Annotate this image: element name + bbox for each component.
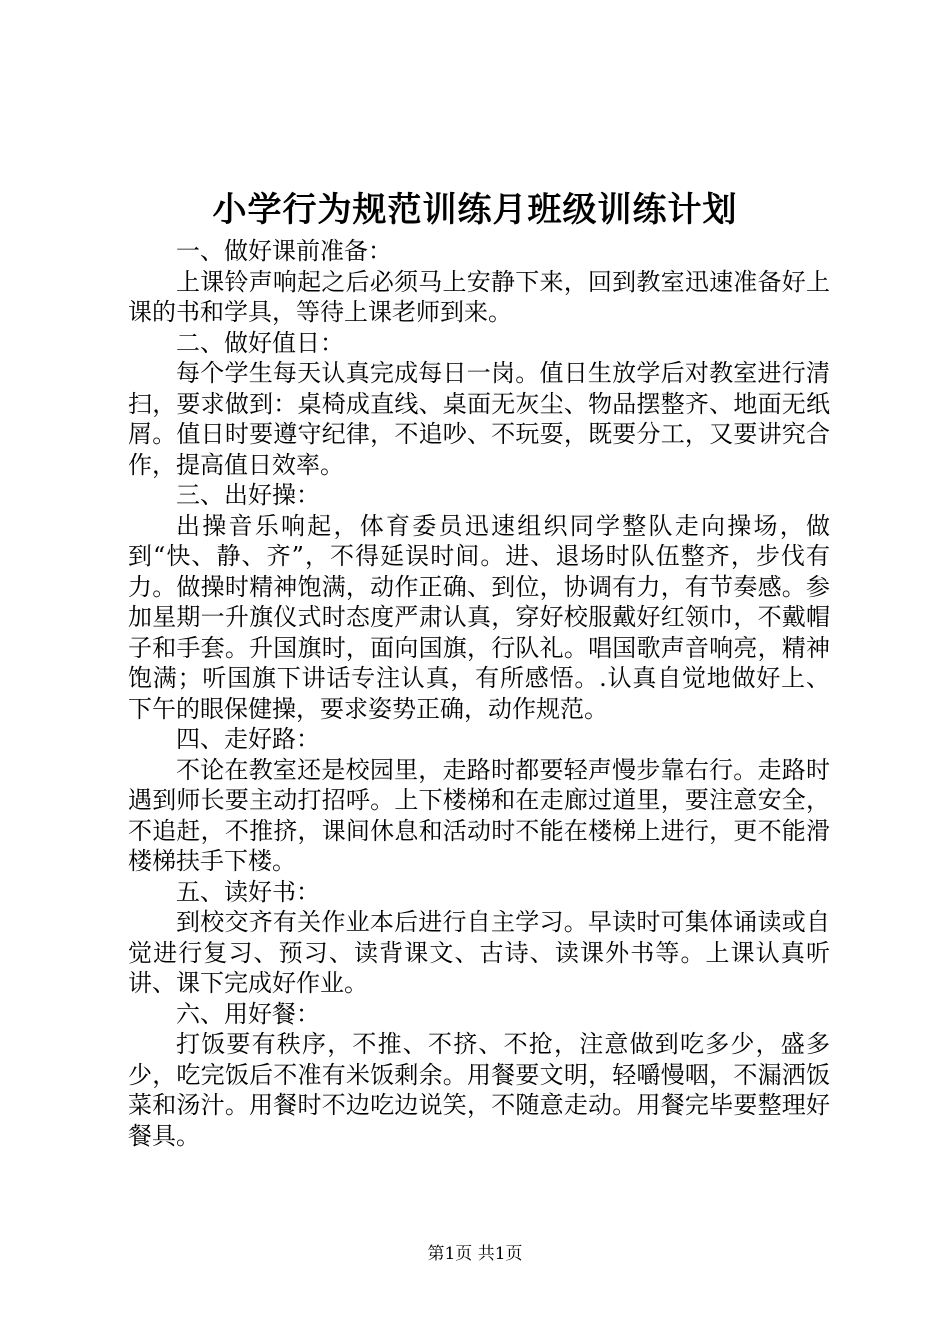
section-paragraph-4: 不论在教室还是校园里，走路时都要轻声慢步靠右行。走路时遇到师长要主动打招呼。上下楼梯和在走廊过道里，要注意安全，不追赶，不推挤，课间休息和活动时不能在楼梯上进行，更不能滑楼梯扶手下楼。 (128, 755, 830, 875)
section-heading-4: 四、走好路： (176, 725, 320, 753)
section-paragraph-3: 出操音乐响起，体育委员迅速组织同学整队走向操场，做到“快、静、齐”，不得延误时间。进、退场时队伍整齐，步伐有力。做操时精神饱满，动作正确、到位，协调有力，有节奏感。参加星期一升旗仪式时态度严肃认真，穿好校服戴好红领巾，不戴帽子和手套。升国旗时，面向国旗，行队礼。唱国歌声音响亮，精神饱满；听国旗下讲话专注认真，有所感悟。.认真自觉地做好上、下午的眼保健操，要求姿势正确，动作规范。 (128, 511, 830, 723)
section-heading-6: 六、用好餐： (176, 999, 320, 1028)
section-heading-5: 五、读好书： (176, 877, 320, 906)
section-paragraph-1: 上课铃声响起之后必须马上安静下来，回到教室迅速准备好上课的书和学具，等待上课老师到来。 (128, 267, 830, 326)
section-heading-3: 三、出好操： (176, 481, 320, 509)
section-paragraph-2: 每个学生每天认真完成每日一岗。值日生放学后对教室进行清扫，要求做到：桌椅成直线、桌面无灰尘、物品摆整齐、地面无纸屑。值日时要遵守纪律，不追吵、不玩耍，既要分工，又要讲究合作，提高值日效率。 (128, 359, 830, 479)
page-indicator: 第1页 共1页 (427, 1244, 523, 1264)
section-paragraph-5: 到校交齐有关作业本后进行自主学习。早读时可集体诵读或自觉进行复习、预习、读背课文、古诗、读课外书等。上课认真听讲、课下完成好作业。 (128, 908, 830, 997)
document-title: 小学行为规范训练月班级训练计划 (212, 190, 738, 230)
section-paragraph-6: 打饭要有秩序，不推、不挤、不抢，注意做到吃多少，盛多少，吃完饭后不准有米饭剩余。用餐要文明，轻嚼慢咽，不漏洒饭菜和汤汁。用餐时不边吃边说笑，不随意走动。用餐完毕要整理好餐具。 (128, 1030, 830, 1150)
section-heading-2: 二、做好值日： (176, 328, 344, 357)
document-body (128, 236, 830, 1151)
section-heading-1: 一、做好课前准备： (176, 237, 392, 265)
